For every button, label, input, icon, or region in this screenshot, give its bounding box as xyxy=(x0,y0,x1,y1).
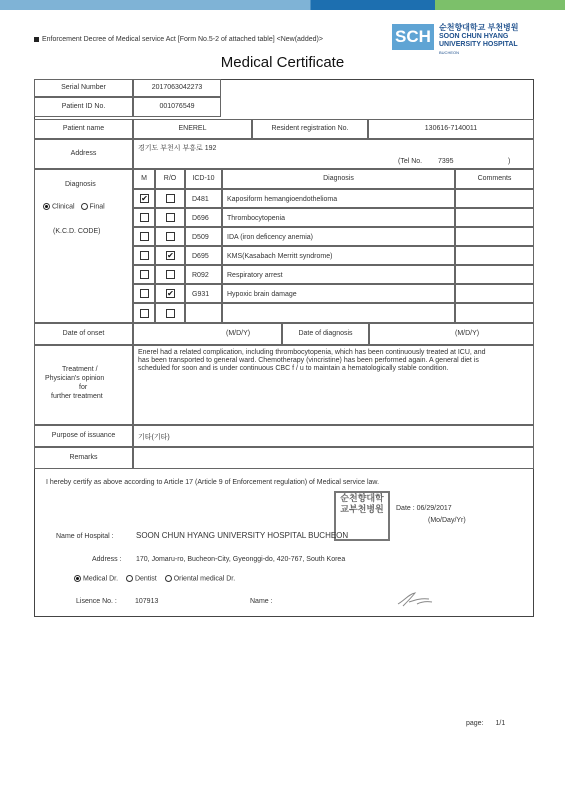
diagnosis-cell-ro xyxy=(155,208,185,227)
diagnosis-cell-name xyxy=(222,303,455,323)
diagnosis-name: KMS(Kasabach Merritt syndrome) xyxy=(227,253,333,260)
diagnosis-cell-code xyxy=(185,246,222,265)
diagnosis-cell-code xyxy=(185,227,222,246)
diagnosis-cell-name xyxy=(222,265,455,284)
ro-checkbox[interactable] xyxy=(166,270,175,279)
diagnosis-cell-code xyxy=(185,303,222,323)
issue-date-format: (Mo/Day/Yr) xyxy=(428,517,466,524)
purpose-label: Purpose of issuance xyxy=(34,425,133,447)
treatment-value-cell xyxy=(133,345,534,425)
patient-id-value: 001076549 xyxy=(133,97,221,117)
diagnosis-cell-name xyxy=(222,284,455,303)
m-checkbox[interactable] xyxy=(140,270,149,279)
col-comments-header: Comments xyxy=(455,169,534,189)
diagnosis-cell-comment xyxy=(455,265,534,284)
doctor-signature xyxy=(395,590,435,610)
kcd-code-label: (K.C.D. CODE) xyxy=(53,228,101,235)
form-reference-text: Enforcement Decree of Medical service Act [Form No.5-2 of attached table] <New(added)> xyxy=(42,36,323,43)
patient-name-label: Patient name xyxy=(34,119,133,139)
icd-code: D509 xyxy=(192,234,209,241)
diagnosis-cell-ro xyxy=(155,284,185,303)
license-value: 107913 xyxy=(135,598,159,605)
m-checkbox[interactable]: ✔ xyxy=(141,194,148,203)
page-value: 1/1 xyxy=(495,720,506,727)
hospital-address-label: Address : xyxy=(92,556,122,563)
doctor-name-label: Name : xyxy=(250,598,273,605)
col-ro-header: R/O xyxy=(155,169,185,189)
diagnosis-cell-name xyxy=(222,246,455,265)
logo-english-name-3: BUCHEON xyxy=(439,50,460,55)
document-title: Medical Certificate xyxy=(220,54,345,71)
logo-mark: SCH xyxy=(392,24,434,50)
logo-korean-name: 순천향대학교 부천병원 xyxy=(439,23,519,32)
final-radio[interactable] xyxy=(81,203,88,210)
resident-reg-value: 130616-7140011 xyxy=(368,119,534,139)
icd-code: R092 xyxy=(192,272,209,279)
diagnosis-name: Thrombocytopenia xyxy=(227,215,285,222)
clinical-label: Clinical xyxy=(52,203,75,211)
ro-checkbox[interactable]: ✔ xyxy=(167,289,174,298)
issue-date xyxy=(396,505,452,512)
hospital-name-label: Name of Hospital : xyxy=(56,533,114,540)
remarks-label: Remarks xyxy=(34,447,133,469)
diagnosis-label-cell xyxy=(34,169,133,323)
treatment-label-cell xyxy=(34,345,133,425)
purpose-value: 기타(기타) xyxy=(138,434,170,441)
m-checkbox[interactable] xyxy=(140,232,149,241)
final-label: Final xyxy=(89,203,105,211)
hospital-address-value: 170, Jomaru-ro, Bucheon-City, Gyeonggi-do, 420-767, South Korea xyxy=(136,556,346,563)
patient-name-value: ENEREL xyxy=(133,119,252,139)
diagnosis-cell-code xyxy=(185,208,222,227)
dentist-label: Dentist xyxy=(134,575,157,583)
col-icd-header: ICD-10 xyxy=(185,169,222,189)
diagnosis-label: Diagnosis xyxy=(65,181,96,188)
address-label: Address xyxy=(34,139,133,169)
square-bullet-icon xyxy=(34,37,39,42)
date-diagnosis-value-cell xyxy=(369,323,534,345)
tel-prefix: (Tel No. xyxy=(398,158,423,165)
logo-english-name-2: UNIVERSITY HOSPITAL xyxy=(439,41,518,48)
hospital-seal-stamp: 순천향대학교부천병원 xyxy=(334,491,390,541)
diagnosis-cell-code xyxy=(185,265,222,284)
oriental-dr-label: Oriental medical Dr. xyxy=(173,575,236,583)
clinical-radio[interactable] xyxy=(43,203,50,210)
diagnosis-cell-comment xyxy=(455,208,534,227)
diagnosis-name: Kaposiform hemangioendothelioma xyxy=(227,196,338,203)
diagnosis-cell-m xyxy=(133,189,155,208)
logo-english-name-1: SOON CHUN HYANG xyxy=(439,33,509,40)
license-label: Lisence No. : xyxy=(76,598,117,605)
m-checkbox[interactable] xyxy=(140,309,149,318)
date-diagnosis-label: Date of diagnosis xyxy=(282,323,369,345)
diagnosis-cell-ro xyxy=(155,265,185,284)
diagnosis-cell-m xyxy=(133,303,155,323)
m-checkbox[interactable] xyxy=(140,289,149,298)
treatment-label-1: Treatment / xyxy=(62,366,98,373)
page-label: page: xyxy=(466,720,484,727)
hospital-name-value: SOON CHUN HYANG UNIVERSITY HOSPITAL BUCHEON xyxy=(136,531,349,540)
diagnosis-cell-comment xyxy=(455,246,534,265)
date-onset-label: Date of onset xyxy=(34,323,133,345)
diagnosis-cell-m xyxy=(133,265,155,284)
diagnosis-type xyxy=(43,203,105,210)
date-onset-format: (M/D/Y) xyxy=(226,330,251,337)
icd-code: D481 xyxy=(192,196,209,203)
icd-code: D696 xyxy=(192,215,209,222)
ro-checkbox[interactable] xyxy=(166,232,175,241)
purpose-value-cell xyxy=(133,425,534,447)
practitioner-type xyxy=(74,575,235,582)
oriental-dr-radio[interactable] xyxy=(165,575,172,582)
top-color-bar xyxy=(0,0,565,10)
patient-id-label: Patient ID No. xyxy=(34,97,133,117)
treatment-label-2: Physician's opinion xyxy=(45,375,105,382)
serial-label: Serial Number xyxy=(34,79,133,97)
top-color-bar-accent xyxy=(435,0,565,10)
diagnosis-cell-m xyxy=(133,208,155,227)
diagnosis-cell-code xyxy=(185,189,222,208)
diagnosis-cell-comment xyxy=(455,303,534,323)
ro-checkbox[interactable] xyxy=(166,213,175,222)
form-reference xyxy=(34,36,323,43)
diagnosis-cell-ro xyxy=(155,189,185,208)
dentist-radio[interactable] xyxy=(126,575,133,582)
date-diagnosis-format: (M/D/Y) xyxy=(455,330,480,337)
address-cell xyxy=(133,139,534,169)
remarks-value-cell xyxy=(133,447,534,469)
icd-code: G931 xyxy=(192,291,210,298)
ro-checkbox[interactable]: ✔ xyxy=(167,251,174,260)
treatment-label-4: further treatment xyxy=(51,393,103,400)
treatment-text: Enerel had a related complication, including thrombocytopenia, which has been continuously treated at ICU, and has been transported to general ward. Chemotherapy (vincristine) has been performed again. A general diet is scheduled for soon and is under continuous CBC f / u to maintain a hematologically stable condition. xyxy=(138,349,486,372)
diagnosis-cell-comment xyxy=(455,284,534,303)
serial-value: 2017063042273 xyxy=(133,79,221,97)
diagnosis-name: Respiratory arrest xyxy=(227,272,283,279)
icd-code: D695 xyxy=(192,253,209,260)
diagnosis-cell-code xyxy=(185,284,222,303)
diagnosis-cell-m xyxy=(133,246,155,265)
diagnosis-name: Hypoxic brain damage xyxy=(227,291,297,298)
diagnosis-cell-ro xyxy=(155,303,185,323)
diagnosis-cell-name xyxy=(222,189,455,208)
diagnosis-cell-comment xyxy=(455,227,534,246)
address-value: 경기도 부천시 부흥로 192 xyxy=(138,145,217,152)
page-number xyxy=(466,720,505,727)
medical-dr-label: Medical Dr. xyxy=(83,575,119,583)
resident-reg-label: Resident registration No. xyxy=(252,119,368,139)
tel-value: 7395 xyxy=(438,158,454,165)
diagnosis-cell-ro xyxy=(155,227,185,246)
diagnosis-cell-name xyxy=(222,208,455,227)
ro-checkbox[interactable] xyxy=(166,194,175,203)
ro-checkbox[interactable] xyxy=(166,309,175,318)
diagnosis-name: IDA (iron deficency anemia) xyxy=(227,234,313,241)
date-onset-value-cell xyxy=(133,323,282,345)
issue-date-value: 06/29/2017 xyxy=(416,505,452,512)
diagnosis-cell-comment xyxy=(455,189,534,208)
m-checkbox[interactable] xyxy=(140,251,149,260)
tel-suffix: ) xyxy=(508,158,511,165)
diagnosis-cell-ro xyxy=(155,246,185,265)
certification-statement: I hereby certify as above according to Article 17 (Article 9 of Enforcement regulation) of Medical service law. xyxy=(46,479,380,486)
diagnosis-cell-m xyxy=(133,227,155,246)
col-diagnosis-header: Diagnosis xyxy=(222,169,455,189)
issue-date-label: Date : xyxy=(396,505,415,512)
col-m-header: M xyxy=(133,169,155,189)
diagnosis-cell-name xyxy=(222,227,455,246)
m-checkbox[interactable] xyxy=(140,213,149,222)
treatment-label-3: for xyxy=(79,384,88,391)
medical-dr-radio[interactable] xyxy=(74,575,81,582)
diagnosis-cell-m xyxy=(133,284,155,303)
